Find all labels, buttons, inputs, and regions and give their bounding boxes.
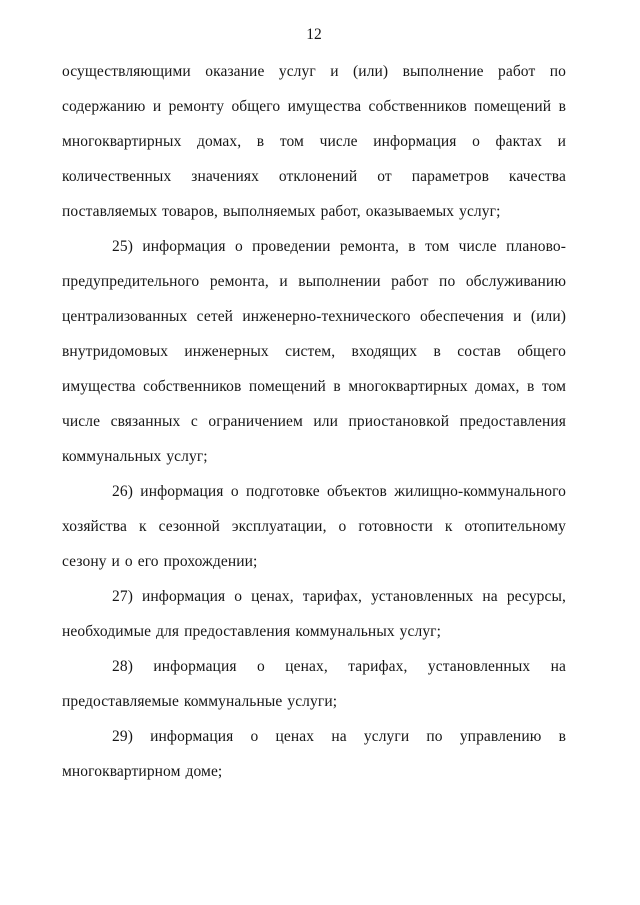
paragraph-item-27: 27) информация о ценах, тарифах, установленных на ресурсы, необходимые для предоставления коммунальных услуг; (62, 588, 566, 640)
paragraph-item-26: 26) информация о подготовке объектов жилищно-коммунального хозяйства к сезонной эксплуатации, о готовности к отопительному сезону и о его прохождении; (62, 483, 566, 570)
paragraph-continuation: осуществляющими оказание услуг и (или) выполнение работ по содержанию и ремонту общего имущества собственников помещений в многоквартирных домах, в том числе информация о фактах и количественных значениях отклонений от параметров качества поставляемых товаров, выполняемых работ, оказываемых услуг; (62, 63, 566, 220)
page-number: 12 (306, 26, 322, 43)
document-body (62, 54, 566, 789)
paragraph-item-25: 25) информация о проведении ремонта, в том числе планово-предупредительного ремонта, и выполнении работ по обслуживанию централизованных сетей инженерно-технического обеспечения и (или) внутридомовых инженерных систем, входящих в состав общего имущества собственников помещений в многоквартирных домах, в том числе связанных с ограничением или приостановкой предоставления коммунальных услуг; (62, 238, 566, 465)
paragraph-item-29: 29) информация о ценах на услуги по управлению в многоквартирном доме; (62, 728, 566, 780)
paragraph-item-28: 28) информация о ценах, тарифах, установленных на предоставляемые коммунальные услуги; (62, 658, 566, 710)
